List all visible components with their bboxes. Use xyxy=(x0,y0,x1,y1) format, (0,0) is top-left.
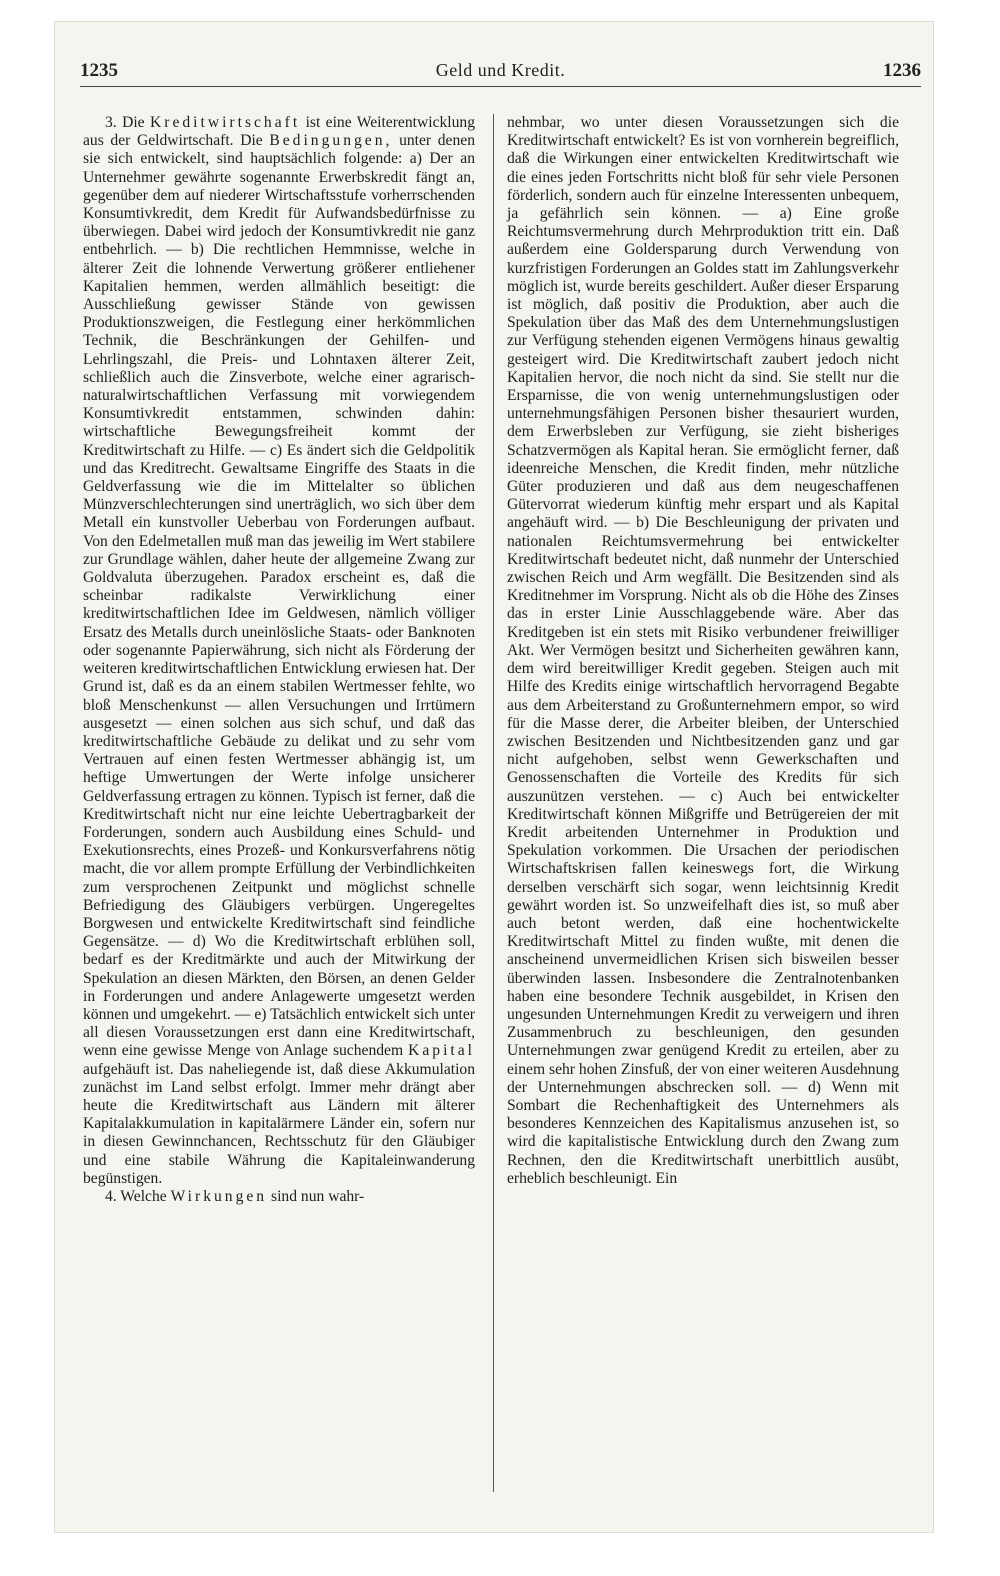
term-bedingungen: Bedingungen, xyxy=(269,132,393,150)
paragraph-4-start: 4. Welche xyxy=(105,1187,171,1205)
paragraph-4 xyxy=(83,1188,475,1206)
page-header xyxy=(80,60,921,87)
term-wirkungen: Wirkungen xyxy=(170,1187,268,1205)
term-kapital: Kapital xyxy=(408,1042,475,1060)
running-title: Geld und Kredit. xyxy=(435,60,566,80)
right-column xyxy=(507,114,899,1188)
paragraph-3-text-a: ist eine Weiterentwicklung aus der Geldwirtschaft. Die xyxy=(83,114,476,150)
paragraph-3-text-b: unter denen sie sich entwickelt, sind hauptsächlich folgende: a) Der an Unternehmer gewährte sogenannte Erwerbskredit fängt an, gegenüber dem auf niederer Wirtschaftsstufe vorherrschenden Konsumtivkredit, dem Kredit für Aufwandsbedürfnisse zu überwiegen. Dabei wird jedoch der Konsumtivkredit nie ganz entbehrlich. — b) Die rechtlichen Hemmnisse, welche in älterer Zeit die lohnende Verwertung größerer entliehener Kapitalien hemmen, werden allmählich beseitigt: die Ausschließung gewisser Stände von gewissen Produktionszweigen, die Festlegung einer herkömmlichen Technik, die Beschränkungen der Gehilfen- und Lehrlingszahl, die Preis- und Lohntaxen älterer Zeit, schließlich auch die Zinsverbote, welche einer agrarisch-naturalwirtschaftlichen Verfassung mit vorwiegendem Konsumtivkredit entstammen, schwinden dahin: wirtschaftliche Bewegungsfreiheit kommt der Kreditwirtschaft zu Hilfe. — c) Es ändert sich die Geldpolitik und das Kreditrecht. Gewaltsame Eingriffe des Staats in die Geldverfassung wie die im Mittelalter so üblichen Münzverschlechterungen sind unerträglich, wo sich über dem Metall ein kunstvoller Ueberbau von Forderungen aufbaut. Von den Edelmetallen muß man das jeweilig im Wert stabilere zur Grundlage wählen, daher heute der allgemeine Zwang zur Goldvaluta überzugehen. Paradox erscheint es, daß die scheinbar radikalste Verwirklichung einer kreditwirtschaftlichen Idee im Geldwesen, nämlich völliger Ersatz des Metalls durch uneinlösliche Staats- oder Banknoten oder sogenannte Papierwährung, sich nicht als Förderung der weiteren kreditwirtschaftlichen Entwicklung erwiesen hat. Der Grund ist, daß es da an einem stabilen Wertmesser fehlte, wo bloß Menschenkunst — allen Versuchungen und Irrtümern ausgesetzt — einen solchen aus sich schuf, und daß das kreditwirtschaftliche Gebäude zu delikat und zu sehr vom Vertrauen auf einen festen Wertmesser abhängig ist, um heftige Umwertungen der Werte infolge unsicherer Geldverfassung ertragen zu können. Typisch ist ferner, daß die Kreditwirtschaft nicht nur eine leichte Uebertragbarkeit der Forderungen, sondern auch Ausbildung eines Schuld- und Exekutionsrechts, eines Prozeß- und Konkursverfahrens nötig macht, die vor allem prompte Erfüllung der Verbindlichkeiten zum versprochenen Zeitpunkt und möglichst schnelle Befriedigung des Gläubigers verbürgen. Ungeregeltes Borgwesen und entwickelte Kreditwirtschaft sind feindliche Gegensätze. — d) Wo die Kreditwirtschaft erblühen soll, bedarf es der Kreditmärkte und auch der Mitwirkung der Spekulation an diesen Märkten, den Börsen, an denen Gelder in Forderungen und andere Anlagewerte umgesetzt werden können und umgekehrt. — e) Tatsächlich entwickelt sich unter all diesen Voraussetzungen erst dann eine Kreditwirtschaft, wenn eine gewisse Menge von Anlage suchendem xyxy=(83,132,475,1060)
paragraph-3-text-c: aufgehäuft ist. Das naheliegende ist, daß diese Akkumulation zunächst im Land selbst erfolgt. Immer mehr drängt aber heute die Kreditwirtschaft aus Ländern mit älterer Kapitalakkumulation in kapitalärmere Länder ein, sofern nur in diesen Gewinnchancen, Rechtsschutz für den Gläubiger und eine stabile Währung die Kapitaleinwanderung begünstigen. xyxy=(83,1060,475,1187)
paragraph-3-start: 3. Die xyxy=(105,114,150,131)
paragraph-3 xyxy=(83,114,475,1188)
term-kreditwirtschaft: Kreditwirtschaft xyxy=(149,114,301,131)
page-number-left: 1235 xyxy=(80,60,118,81)
right-column-text: nehmbar, wo unter diesen Voraussetzungen sich die Kreditwirtschaft entwickelt? Es ist von vornherein begreiflich, daß die Wirkungen einer entwickelten Kreditwirtschaft wie die eines jeden Fortschritts nicht bloß für sehr viele Personen förderlich, sondern auch für einzelne Interessenten unbequem, ja gefährlich sein können. — a) Eine große Reichtumsvermehrung durch Mehrproduktion tritt ein. Daß außerdem eine Goldersparung durch Verwendung von kurzfristigen Forderungen an Goldes statt im Zahlungsverkehr möglich ist, wurde bereits geschildert. Außer dieser Ersparung ist möglich, daß positiv die Produktion, aber auch die Spekulation über das Maß des dem Unternehmungslustigen zur Verfügung stehenden eigenen Vermögens hinaus gewaltig gesteigert wird. Die Kreditwirtschaft zaubert jedoch nicht Kapitalien hervor, die noch nicht da sind. Sie stellt nur die Ersparnisse, die von wenig unternehmungslustigen oder unternehmungsfähigen Personen bisher thesauriert wurden, dem Erwerbsleben zur Verfügung, sie zieht bisheriges Schatzvermögen als Kapital heran. Sie ermöglicht ferner, daß ideenreiche Menschen, die Kredit finden, mehr nützliche Güter produzieren und daß aus dem neugeschaffenen Gütervorrat wiederum künftig mehr erspart und als Kapital angehäuft wird. — b) Die Beschleunigung der privaten und nationalen Reichtumsvermehrung bei entwickelter Kreditwirtschaft bedeutet nicht, daß nunmehr der Unterschied zwischen Reich und Arm wegfällt. Die Besitzenden sind als Kreditnehmer im Vorsprung. Nicht als ob die Höhe des Zinses das in erster Linie Ausschlaggebende wäre. Aber das Kreditgeben ist ein stets mit Risiko verbundener freiwilliger Akt. Wer Vermögen besitzt und Sicherheiten gewähren kann, dem wird bereitwilliger Kredit gegeben. Steigen auch mit Hilfe des Kredits einige wirtschaftlich hervorragend Begabte aus dem Arbeiterstand zu Großunternehmern empor, so wird für die Masse derer, die Arbeiter bleiben, der Unterschied zwischen Besitzenden und Nichtbesitzenden ganz und gar nicht aufgehoben, selbst wenn Gewerkschaften und Genossenschaften die Vorteile des Kredits für sich auszunützen verstehen. — c) Auch bei entwickelter Kreditwirtschaft können Mißgriffe und Betrügereien der mit Kredit arbeitenden Unternehmer in Produktion und Spekulation vorkommen. Die Ursachen der periodischen Wirtschaftskrisen fallen keineswegs fort, die Wirkung derselben verschärft sich sogar, wenn leichtsinnig Kredit gewährt worden ist. So unzweifelhaft dies ist, so muß aber auch betont werden, daß eine hochentwickelte Kreditwirtschaft Mittel zu finden wußte, mit denen die anscheinend unvermeidlichen Krisen sich bisweilen besser überwinden lassen. Insbesondere die Zentralnotenbanken haben eine besondere Technik ausgebildet, in Krisen den ungesunden Unternehmungen Kredit zu verweigern und ihren Zusammenbruch zu beschleunigen, den gesunden Unternehmungen zwar genügend Kredit zu erteilen, aber zu einem sehr hohen Zinsfuß, der von einer weiteren Ausdehnung der Unternehmungen abschrecken soll. — d) Wenn mit Sombart die Rechenhaftigkeit des Unternehmers als besonderes Kennzeichen des Kapitalismus anzusehen ist, so wird die kapitalistische Entwicklung durch den Zwang zum Rechnen, den die Kreditwirtschaft unerbittlich ausübt, erheblich beschleunigt. Ein xyxy=(507,114,899,1187)
page-number-right: 1236 xyxy=(883,60,921,81)
paragraph-4-end: sind nun wahr- xyxy=(267,1187,365,1205)
book-page xyxy=(55,22,933,1532)
column-divider xyxy=(493,114,494,1492)
left-column xyxy=(83,114,475,1206)
